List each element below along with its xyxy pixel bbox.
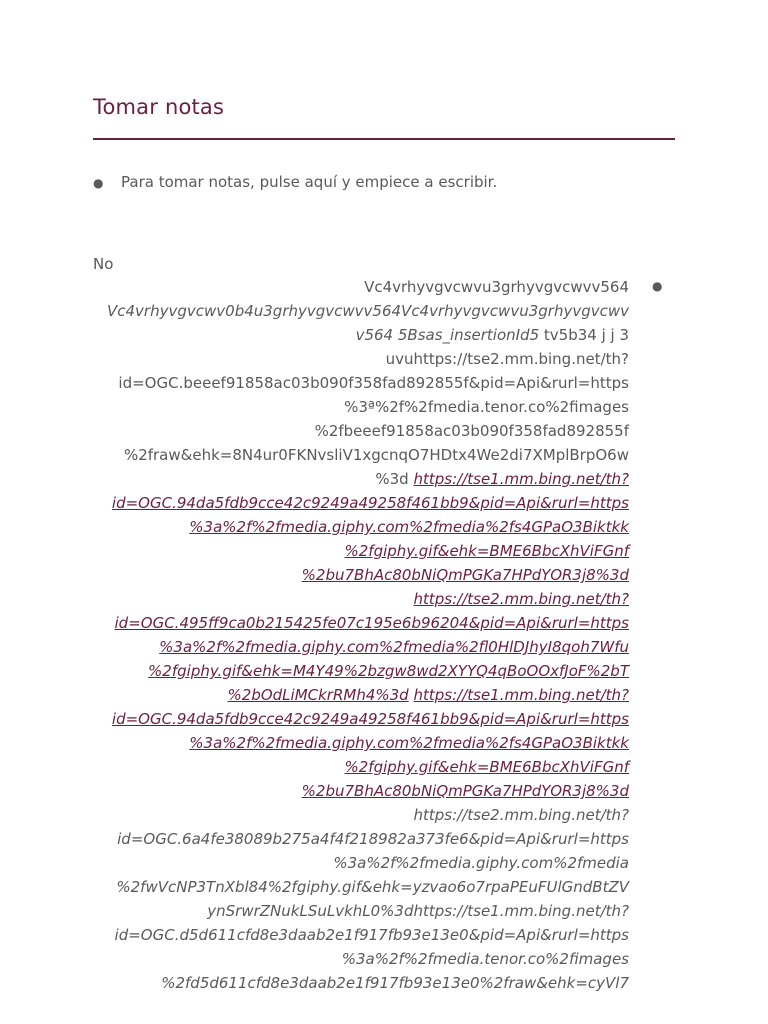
notes-placeholder-text[interactable]: Para tomar notas, pulse aquí y empiece a escribir. <box>121 173 498 191</box>
hyperlink[interactable]: id=OGC.94da5fdb9cce42c9249a49258f461bb9&pid=Api&rurl=https <box>111 494 629 512</box>
text-run: Vc4vrhyvgvcwvu3grhyvgvcwvv564 <box>364 278 629 296</box>
text-run: https://tse2.mm.bing.net/th? <box>413 806 629 824</box>
text-line <box>93 875 629 899</box>
text-run: ynSrwrZNukLSuLvkhL0%3dhttps://tse1.mm.bing.net/th? <box>207 902 629 920</box>
text-line <box>93 395 629 419</box>
page-title[interactable]: Tomar notas <box>93 95 225 119</box>
text-line <box>93 827 629 851</box>
text-line <box>93 707 629 731</box>
hyperlink[interactable]: %2fgiphy.gif&ehk=BME6BbcXhViFGnf <box>344 758 629 776</box>
text-run: %3d <box>375 470 414 488</box>
text-line <box>93 923 629 947</box>
text-line <box>93 755 629 779</box>
text-line <box>93 371 629 395</box>
text-run: id=OGC.6a4fe38089b275a4f4f218982a373fe6&pid=Api&rurl=https <box>117 830 629 848</box>
bullet-icon: ● <box>93 176 104 190</box>
url-text-block[interactable] <box>93 275 629 992</box>
hyperlink[interactable]: %2fgiphy.gif&ehk=BME6BbcXhViFGnf <box>344 542 629 560</box>
text-line <box>93 323 629 347</box>
text-run: id=OGC.beeef91858ac03b090f358fad892855f&pid=Api&rurl=https <box>118 374 629 392</box>
text-line <box>93 347 629 371</box>
text-line <box>93 899 629 923</box>
hyperlink[interactable]: %3a%2f%2fmedia.giphy.com%2fmedia%2fs4GPaO3Biktkk <box>189 734 629 752</box>
text-line <box>93 683 629 707</box>
hyperlink[interactable]: %2bu7BhAc80bNiQmPGKa7HPdYOR3j8%3d <box>301 566 629 584</box>
text-run: uvuhttps://tse2.mm.bing.net/th? <box>385 350 629 368</box>
text-line <box>93 971 629 995</box>
hyperlink[interactable]: %3a%2f%2fmedia.giphy.com%2fmedia%2fl0HlDJhyI8qoh7Wfu <box>159 638 629 656</box>
hyperlink[interactable]: id=OGC.94da5fdb9cce42c9249a49258f461bb9&pid=Api&rurl=https <box>111 710 629 728</box>
text-run: %2fraw&ehk=8N4ur0FKNvsliV1xgcnqO7HDtx4We2di7XMplBrpO6w <box>123 446 629 464</box>
text-line <box>93 299 629 323</box>
hyperlink[interactable]: id=OGC.495ff9ca0b215425fe07c195e6b96204&pid=Api&rurl=https <box>114 614 629 632</box>
text-line <box>93 443 629 467</box>
text-run: id=OGC.d5d611cfd8e3daab2e1f917fb93e13e0&pid=Api&rurl=https <box>114 926 629 944</box>
text-run: %3a%2f%2fmedia.giphy.com%2fmedia <box>333 854 629 872</box>
text-line <box>93 851 629 875</box>
text-line <box>93 419 629 443</box>
hyperlink[interactable]: %2bOdLiMCkrRMh4%3d <box>227 686 409 704</box>
text-line <box>93 275 629 299</box>
text-line <box>93 563 629 587</box>
hyperlink[interactable]: https://tse1.mm.bing.net/th? <box>413 470 629 488</box>
hyperlink[interactable]: https://tse1.mm.bing.net/th? <box>413 686 629 704</box>
text-run: tv5b34 j j 3 <box>539 326 629 344</box>
no-label[interactable]: No <box>93 255 114 273</box>
text-run: %2fbeeef91858ac03b090f358fad892855f <box>314 422 629 440</box>
text-run: %2fwVcNP3TnXbl84%2fgiphy.gif&ehk=yzvao6o7rpaPEuFUlGndBtZV <box>116 878 629 896</box>
text-line <box>93 731 629 755</box>
text-line <box>93 515 629 539</box>
heading-divider <box>93 138 675 140</box>
text-line <box>93 539 629 563</box>
text-line <box>93 803 629 827</box>
text-line <box>93 779 629 803</box>
text-line <box>93 467 629 491</box>
text-run: %3ª%2f%2fmedia.tenor.co%2fimages <box>344 398 629 416</box>
bullet-icon: ● <box>652 279 663 293</box>
text-line <box>93 659 629 683</box>
text-line <box>93 635 629 659</box>
hyperlink[interactable]: %3a%2f%2fmedia.giphy.com%2fmedia%2fs4GPaO3Biktkk <box>189 518 629 536</box>
text-line <box>93 611 629 635</box>
text-line <box>93 947 629 971</box>
text-run: Vc4vrhyvgvcwv0b4u3grhyvgvcwvv564Vc4vrhyvgvcwvu3grhyvgvcwv <box>107 302 629 320</box>
text-run: v564 5Bsas_insertionId5 <box>355 326 540 344</box>
text-run: %2fd5d611cfd8e3daab2e1f917fb93e13e0%2fraw&ehk=cyVl7 <box>161 974 629 992</box>
hyperlink[interactable]: https://tse2.mm.bing.net/th? <box>413 590 629 608</box>
hyperlink[interactable]: %2bu7BhAc80bNiQmPGKa7HPdYOR3j8%3d <box>301 782 629 800</box>
hyperlink[interactable]: %2fgiphy.gif&ehk=M4Y49%2bzgw8wd2XYYQ4qBoOOxfJoF%2bT <box>148 662 629 680</box>
text-line <box>93 587 629 611</box>
text-line <box>93 491 629 515</box>
text-run: %3a%2f%2fmedia.tenor.co%2fimages <box>341 950 629 968</box>
